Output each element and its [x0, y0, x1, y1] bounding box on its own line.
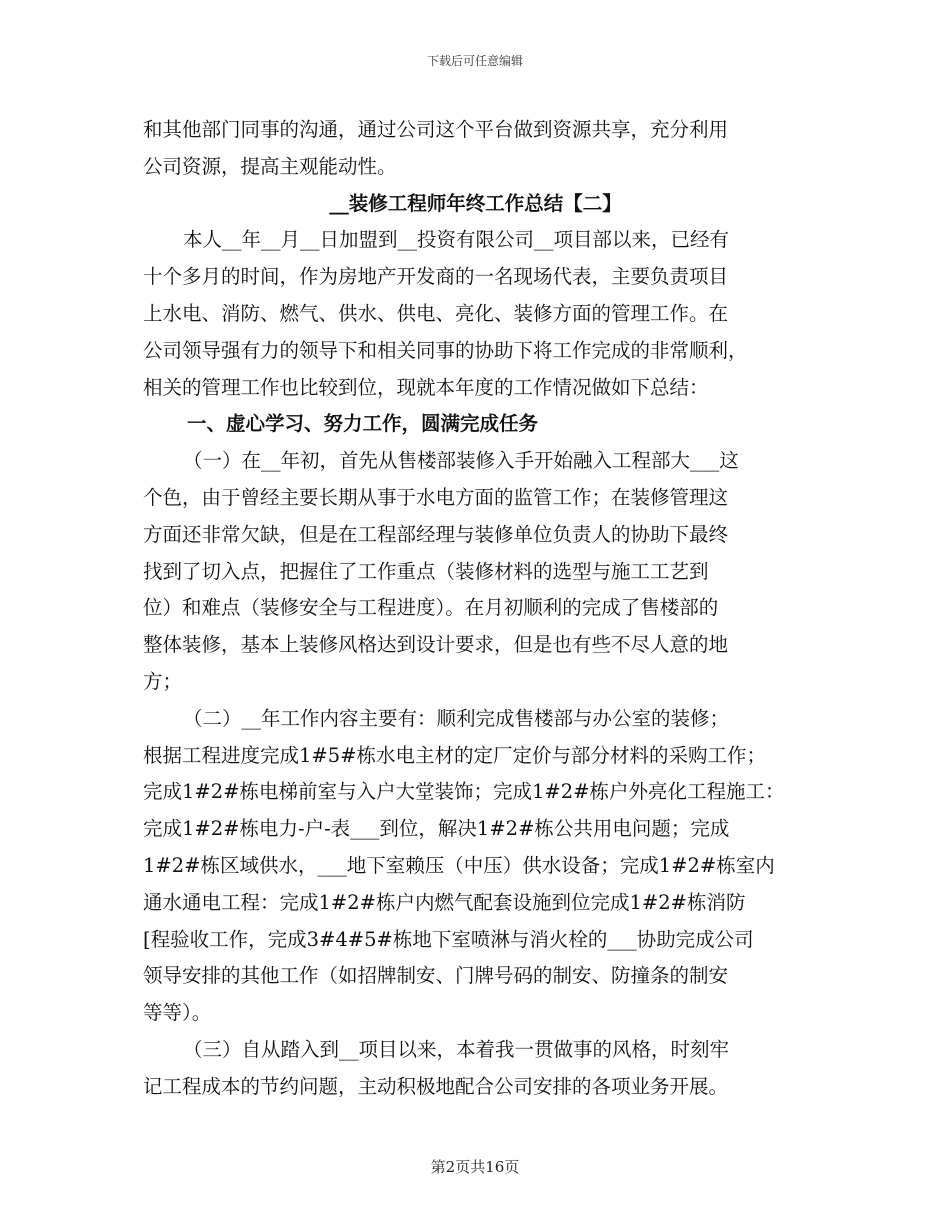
body-line: 通水通电工程：完成1#2#栋户内燃气配套设施到位完成1#2#栋消防 [143, 890, 746, 914]
body-line: 上水电、消防、燃气、供水、供电、亮化、装修方面的管理工作。在 [143, 301, 729, 325]
body-line: 记工程成本的节约问题，主动积极地配合公司安排的各项业务开展。 [143, 1074, 729, 1098]
body-line: 公司资源，提高主观能动性。 [143, 154, 397, 178]
body-line: 个色，由于曾经主要长期从事于水电方面的监管工作；在装修管理这 [143, 485, 729, 509]
body-line: 领导安排的其他工作（如招牌制安、门牌号码的制安、防撞条的制安 [143, 964, 729, 988]
body-line: 方面还非常欠缺，但是在工程部经理与装修单位负责人的协助下最终 [143, 522, 729, 546]
paragraph-start-line: （三）自从踏入到__项目以来，本着我一贯做事的风格，时刻牢 [183, 1037, 730, 1061]
body-line: 完成1#2#栋电梯前室与入户大堂装饰；完成1#2#栋户外亮化工程施工： [143, 780, 785, 804]
page-header: 下载后可任意编辑 [426, 54, 523, 68]
paragraph-start-line: （二）__年工作内容主要有：顺利完成售楼部与办公室的装修； [183, 706, 730, 730]
body-line: 相关的管理工作也比较到位，现就本年度的工作情况做如下总结： [143, 375, 709, 399]
paragraph-start-line: 本人__年__月__日加盟到__投资有限公司__项目部以来，已经有 [183, 228, 730, 252]
body-line: 等等）。 [143, 1001, 212, 1025]
body-line: 方； [143, 669, 183, 693]
body-line: 找到了切入点，把握住了工作重点（装修材料的选型与施工工艺到 [143, 559, 709, 583]
body-line: 十个多月的时间，作为房地产开发商的一名现场代表，主要负责项目 [143, 265, 729, 289]
body-line: 整体装修，基本上装修风格达到设计要求，但是也有些不尽人意的地 [143, 633, 729, 657]
body-line: 完成1#2#栋电力-户-表___到位，解决1#2#栋公共用电问题；完成 [143, 817, 730, 841]
subsection-title: 一、虚心学习、努力工作，圆满完成任务 [187, 412, 539, 436]
paragraph-start-line: （一）在__年初，首先从售楼部装修入手开始融入工程部大___这 [183, 449, 739, 473]
body-line: 根据工程进度完成1#5#栋水电主材的定厂定价与部分材料的采购工作； [143, 743, 766, 767]
body-line: [程验收工作，完成3#4#5#栋地下室喷淋与消火栓的___协助完成公司 [143, 927, 754, 951]
body-line: 1#2#栋区域供水，___地下室赖压（中压）供水设备；完成1#2#栋室内 [143, 853, 775, 877]
body-line: 和其他部门同事的沟通，通过公司这个平台做到资源共享，充分利用 [143, 118, 729, 141]
body-line: 位）和难点（装修安全与工程进度）。在月初顺利的完成了售楼部的 [143, 596, 719, 620]
section-title: __装修工程师年终工作总结【二】 [329, 191, 622, 215]
document-body [143, 112, 808, 1106]
body-line: 公司领导强有力的领导下和相关同事的协助下将工作完成的非常顺利， [143, 338, 748, 362]
page-footer: 第2页共16页 [430, 1158, 520, 1176]
